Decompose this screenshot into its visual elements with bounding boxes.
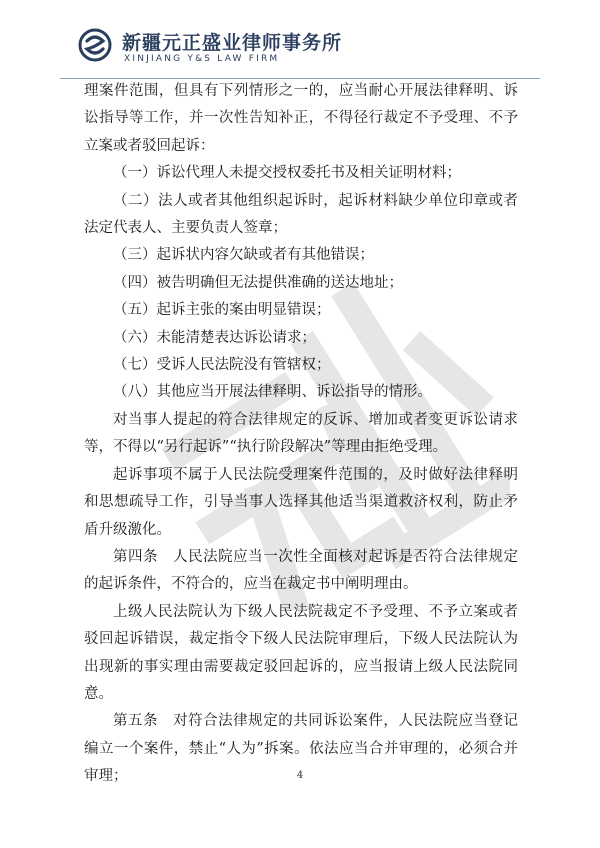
body-paragraph: （一）诉讼代理人未提交授权委托书及相关证明材料； xyxy=(113,165,461,182)
body-paragraph: （五）起诉主张的案由明显错误； xyxy=(113,302,331,319)
firm-name-en: XINJIANG Y&S LAW FIRM xyxy=(124,54,280,64)
firm-name-cn: 新疆元正盛业律师事务所 xyxy=(122,32,343,54)
body-paragraph: 第四条 人民法院应当一次性全面核对起诉是否符合法律规定的起诉条件，不符合的，应当在裁定书中阐明理由。 xyxy=(84,548,518,593)
body-paragraph: 上级人民法院认为下级人民法院裁定不予受理、不予立案或者驳回起诉错误，裁定指令下级人民法院审理后，下级人民法院认为出现新的事实理由需要裁定驳回起诉的，应当报请上级人民法院同意。 xyxy=(84,603,518,702)
body-paragraph: （二）法人或者其他组织起诉时，起诉材料缺少单位印章或者法定代表人、主要负责人签章； xyxy=(84,192,518,237)
body-paragraph: （八）其他应当开展法律释明、诉讼指导的情形。 xyxy=(113,384,432,401)
body-paragraph: 起诉事项不属于人民法院受理案件范围的，及时做好法律释明和思想疏导工作，引导当事人选择其他适当渠道救济权利，防止矛盾升级激化。 xyxy=(84,466,518,538)
body-paragraph: 理案件范围，但具有下列情形之一的，应当耐心开展法律释明、诉讼指导等工作，并一次性告知补正，不得径行裁定不予受理、不予立案或者驳回起诉： xyxy=(84,83,518,154)
page-number: 4 xyxy=(296,770,304,781)
body-paragraph: （四）被告明确但无法提供准确的送达地址； xyxy=(113,274,403,291)
body-paragraph: （三）起诉状内容欠缺或者有其他错误； xyxy=(113,247,374,264)
body-paragraph: （七）受诉人民法院没有管辖权； xyxy=(113,357,331,374)
body-paragraph: 对当事人提起的符合法律规定的反诉、增加或者变更诉讼请求等，不得以“另行起诉”“执行阶段解决”等理由拒绝受理。 xyxy=(84,411,518,456)
body-paragraph: 第五条 对符合法律规定的共同诉讼案件，人民法院应当登记编立一个案件，禁止“人为”拆案。依法应当合并审理的，必须合并审理； xyxy=(84,713,518,785)
firm-logo-icon xyxy=(78,28,112,62)
document-body xyxy=(84,78,518,791)
letterhead xyxy=(60,16,540,80)
body-paragraph: （六）未能清楚表达诉讼请求； xyxy=(113,329,316,346)
